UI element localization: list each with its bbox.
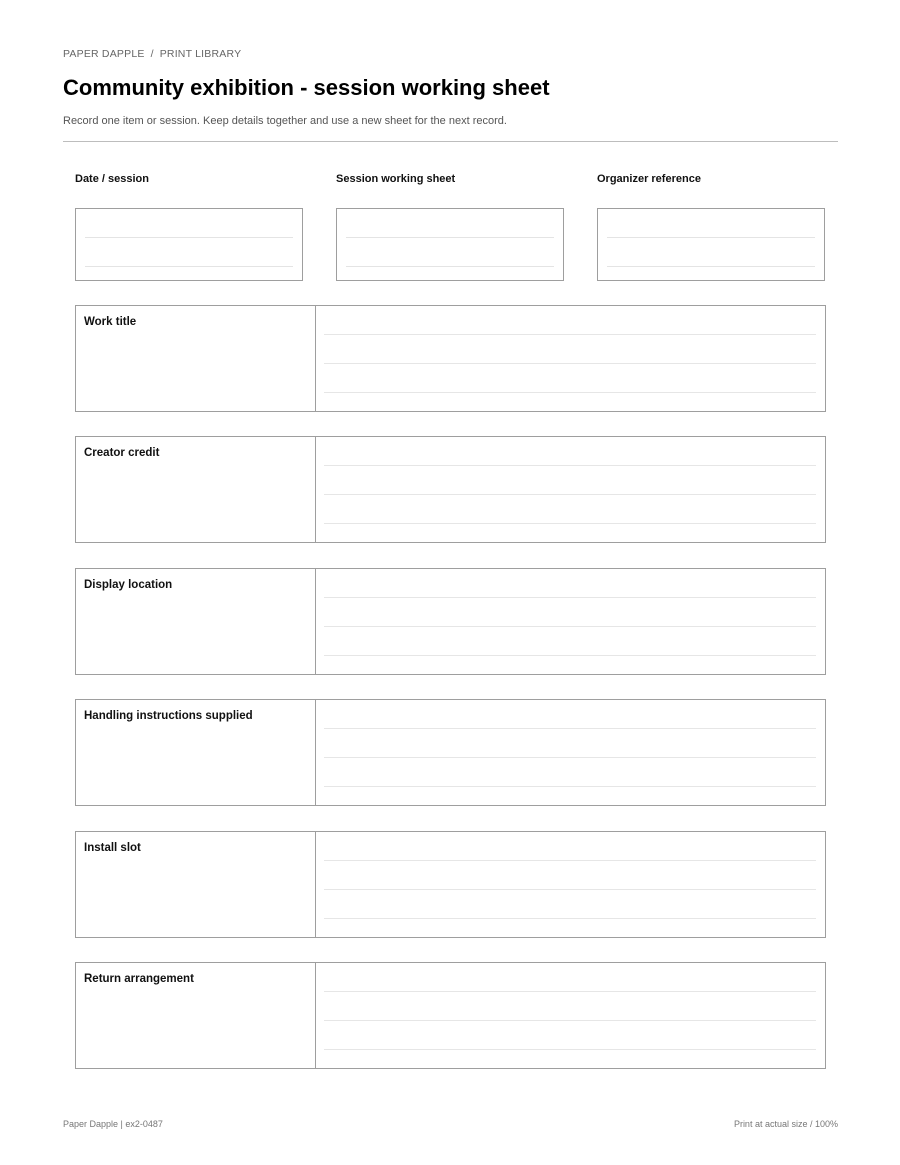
return-arrangement-label: Return arrangement — [76, 963, 316, 1068]
writing-line — [324, 626, 816, 627]
display-location-label: Display location — [76, 569, 316, 674]
organizer-reference-field[interactable] — [597, 208, 825, 281]
creator-credit-input[interactable] — [316, 437, 825, 542]
work-title-label: Work title — [76, 306, 316, 411]
writing-line — [324, 494, 816, 495]
writing-line — [324, 334, 816, 335]
field-block-display-location — [75, 568, 826, 675]
date-session-field[interactable] — [75, 208, 303, 281]
writing-line — [324, 860, 816, 861]
breadcrumb-root: PAPER DAPPLE — [63, 48, 145, 60]
writing-line — [324, 991, 816, 992]
writing-line — [324, 786, 816, 787]
work-title-input[interactable] — [316, 306, 825, 411]
breadcrumb-section: PRINT LIBRARY — [159, 48, 242, 60]
page-subtitle: Record one item or session. Keep details together and use a new sheet for the next record. — [63, 115, 507, 127]
creator-credit-label: Creator credit — [76, 437, 316, 542]
return-arrangement-input[interactable] — [316, 963, 825, 1068]
field-block-handling-instructions — [75, 699, 826, 806]
writing-line — [324, 918, 816, 919]
session-working-sheet-label: Session working sheet — [336, 173, 456, 185]
writing-line — [85, 266, 293, 267]
header-divider — [63, 141, 838, 142]
date-session-label: Date / session — [75, 173, 149, 185]
display-location-input[interactable] — [316, 569, 825, 674]
handling-instructions-label: Handling instructions supplied — [76, 700, 316, 805]
writing-line — [324, 363, 816, 364]
session-working-sheet-field[interactable] — [336, 208, 564, 281]
writing-line — [324, 597, 816, 598]
breadcrumb-separator: / — [150, 48, 154, 60]
install-slot-input[interactable] — [316, 832, 825, 937]
handling-instructions-input[interactable] — [316, 700, 825, 805]
writing-line — [324, 1049, 816, 1050]
organizer-reference-label: Organizer reference — [597, 173, 701, 185]
writing-line — [324, 757, 816, 758]
footer-left: Paper Dapple | ex2-0487 — [63, 1119, 163, 1129]
writing-line — [346, 266, 554, 267]
writing-line — [324, 465, 816, 466]
writing-line — [607, 237, 815, 238]
breadcrumb — [63, 48, 241, 60]
writing-line — [346, 237, 554, 238]
field-block-work-title — [75, 305, 826, 412]
field-block-creator-credit — [75, 436, 826, 543]
writing-line — [324, 728, 816, 729]
writing-line — [324, 889, 816, 890]
field-block-return-arrangement — [75, 962, 826, 1069]
writing-line — [85, 237, 293, 238]
install-slot-label: Install slot — [76, 832, 316, 937]
writing-line — [607, 266, 815, 267]
writing-line — [324, 523, 816, 524]
footer-right: Print at actual size / 100% — [733, 1119, 838, 1129]
page-title: Community exhibition - session working sheet — [63, 75, 550, 100]
field-block-install-slot — [75, 831, 826, 938]
writing-line — [324, 392, 816, 393]
writing-line — [324, 1020, 816, 1021]
writing-line — [324, 655, 816, 656]
